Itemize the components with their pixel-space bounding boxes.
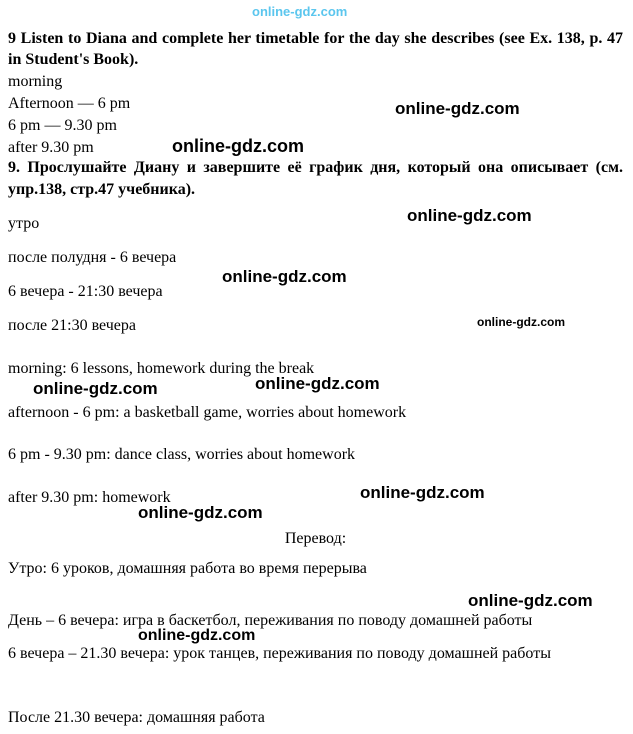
translation-evening: 6 вечера – 21.30 вечера: урок танцев, переживания по поводу домашней работы: [8, 645, 551, 662]
timetable-slot-ru-morning: утро: [8, 215, 40, 232]
site-watermark: online-gdz.com: [468, 591, 593, 610]
site-watermark: online-gdz.com: [138, 503, 263, 522]
site-watermark: online-gdz.com: [395, 99, 520, 118]
answer-en-afternoon: afternoon - 6 pm: a basketball game, worries about homework: [8, 404, 407, 421]
site-watermark: online-gdz.com: [138, 627, 256, 644]
timetable-slot-en-evening: 6 pm — 9.30 pm: [8, 117, 117, 134]
site-watermark: online-gdz.com: [360, 483, 485, 502]
site-watermark: online-gdz.com: [172, 136, 304, 156]
site-watermark: online-gdz.com: [222, 267, 347, 286]
site-watermark-small: online-gdz.com: [477, 315, 565, 329]
timetable-slot-en-night: after 9.30 pm: [8, 139, 94, 156]
translation-morning: Утро: 6 уроков, домашняя работа во время перерыва: [8, 560, 367, 577]
timetable-slot-ru-afternoon: после полудня - 6 вечера: [8, 249, 177, 266]
translation-night: После 21.30 вечера: домашняя работа: [8, 709, 265, 726]
translation-afternoon: День – 6 вечера: игра в баскетбол, переживания по поводу домашней работы: [8, 612, 533, 629]
answer-en-evening: 6 pm - 9.30 pm: dance class, worries about homework: [8, 446, 356, 463]
site-watermark-top: online-gdz.com: [252, 4, 348, 19]
timetable-slot-ru-evening: 6 вечера - 21:30 вечера: [8, 283, 163, 300]
timetable-slot-en-afternoon: Afternoon — 6 pm: [8, 95, 131, 112]
site-watermark: online-gdz.com: [407, 206, 532, 225]
task-heading-english: 9 Listen to Diana and complete her timetable for the day she describes (see Ex. 138, p. 47 in Student's Book).: [8, 30, 623, 68]
site-watermark: online-gdz.com: [33, 379, 158, 398]
timetable-slot-en-morning: morning: [8, 73, 63, 90]
translation-title: Перевод:: [284, 530, 347, 547]
answer-en-night: after 9.30 pm: homework: [8, 489, 171, 506]
answer-en-morning: morning: 6 lessons, homework during the break: [8, 360, 315, 377]
timetable-slot-ru-night: после 21:30 вечера: [8, 317, 137, 334]
task-heading-russian: 9. Прослушайте Диану и завершите её график дня, который она описывает (см. упр.138, стр.47 учебника).: [8, 159, 623, 198]
site-watermark: online-gdz.com: [255, 374, 380, 393]
